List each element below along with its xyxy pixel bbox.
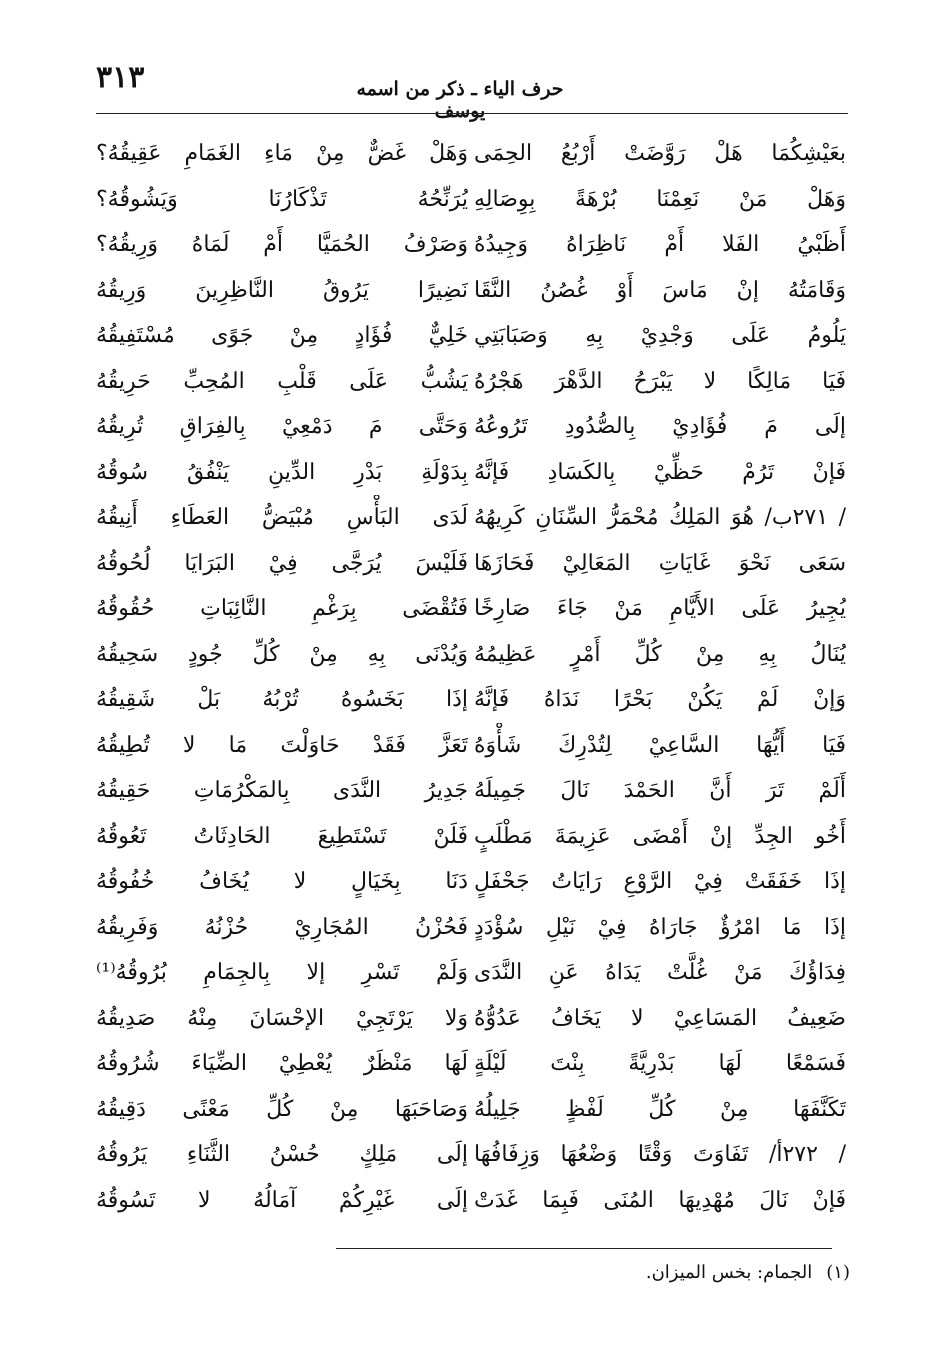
footnote-number: (١) bbox=[826, 1262, 850, 1283]
verse-line: ضَعِيفُ المَسَاعِيْ لا يَخَافُ عَدُوُّهُ bbox=[474, 1005, 846, 1031]
poem-column-right bbox=[474, 131, 846, 1223]
verse-line: فِدَاؤُكَ مَنْ غُلَّتْ يَدَاهُ عَنِ النَّدَى bbox=[474, 960, 846, 985]
verse-line: يُرَنِّحُهُ تَذْكَارُنَا وَيَشُوقُهُ؟ bbox=[96, 186, 468, 212]
footnote-rule bbox=[336, 1248, 832, 1249]
verse-line: وَحَتَّى مَ دَمْعِيْ بِالفِرَاقِ تُرِيقُهُ bbox=[96, 414, 468, 439]
verse-line: إلَى غَيْرِكُمْ آمَالُهُ لا تَسُوقُهُ bbox=[96, 1187, 468, 1213]
verse-line: إذَا مَا امْرُؤٌ جَارَاهُ فِيْ نَيْلِ سُؤْدَدٍ bbox=[474, 914, 846, 940]
verse-line: وَهَلْ مَنْ نَعِمْنَا بُرْهَةً بِوِصَالِهِ bbox=[474, 186, 846, 212]
verse-line: لَهَا مَنْظَرٌ يُعْطِيْ الضِّيَاءَ شُرُوقُهُ bbox=[96, 1051, 468, 1076]
verse-line: إذَا خَفَقَتْ فِيْ الرَّوْعِ رَايَاتُ جَحْفَلٍ bbox=[474, 869, 846, 894]
verse-line: وَلَمْ تَسْرِ إلا بِالجِمَامِ بُرُوقُهُ⁽¹⁾ bbox=[96, 960, 468, 985]
verse-line: سَعَى نَحْوَ غَايَاتِ المَعَالِيْ فَحَازَهَا bbox=[474, 550, 846, 576]
verse-line: تَعَزَّ فَقَدْ حَاوَلْتَ مَا لا تُطِيقُهُ bbox=[96, 732, 468, 758]
verse-line: فَيَا مَالِكًا لا يَبْرَحُ الدَّهْرَ هَجْرُهُ bbox=[474, 368, 846, 394]
verse-line: يُجِيرُ عَلَى الأَيَّامِ مَنْ جَاءَ صَارِخًا bbox=[474, 596, 846, 621]
verse-line: يَشُبُّ عَلَى قَلْبِ المُحِبِّ حَرِيقُهُ bbox=[96, 368, 468, 394]
verse-line: فَتُقْضَى بِرَغْمِ النَّائِبَاتِ حُقُوقُهُ bbox=[96, 596, 468, 621]
verse-line: فَلَيْسَ يُرَجَّى فِيْ البَرَايَا لُحُوقُهُ bbox=[96, 550, 468, 576]
verse-line: / ٢٧١ب/ هُوَ المَلِكُ مُحْمَرُّ السِّنَانِ كَرِيهُهُ bbox=[474, 505, 846, 530]
verse-line: وَقَامَتُهُ إنْ مَاسَ أَوْ غُصُنُ النَّقَا bbox=[474, 277, 846, 303]
verse-line: وَصَرْفُ الحُمَيَّا أَمْ لَمَاهُ وَرِيقُهُ؟ bbox=[96, 232, 468, 257]
verse-line: نَضِيرًا يَرُوقُ النَّاظِرِينَ وَرِيقُهُ bbox=[96, 277, 468, 303]
verse-line: وَصَاحَبَهَا مِنْ كُلِّ مَعْنًى دَقِيقُهُ bbox=[96, 1096, 468, 1122]
verse-line: إذَا بَخَسُوهُ تُرْبُهُ بَلْ شَقِيقُهُ bbox=[96, 687, 468, 712]
verse-line: بعَيْشِكُمَا هَلْ رَوَّضَتْ أَرْبُعُ الحِمَى bbox=[474, 141, 846, 166]
verse-line: خَلِيٌّ فُؤَادٍ مِنْ جَوًى مُسْتَفِيقُهُ bbox=[96, 323, 468, 348]
running-header: حرف الياء ـ ذكر من اسمه يوسف bbox=[356, 78, 564, 122]
verse-line: وَهَلْ غَضٌّ مِنْ مَاءِ الغَمَامِ عَقِيقُهُ؟ bbox=[96, 141, 468, 166]
verse-line: يَلُومُ عَلَى وَجْدِيْ بِهِ وَصَبَابَتِي bbox=[474, 323, 846, 348]
header-rule bbox=[96, 113, 848, 114]
footnote-text: الجمام: بخس الميزان. bbox=[645, 1262, 813, 1283]
verse-line: فَسَمْعًا لَهَا بَدْرِيَّةً بِنْتَ لَيْلَةٍ bbox=[474, 1051, 846, 1076]
verse-line: جَدِيرُ النَّدَى بِالمَكْرُمَاتِ حَقِيقُهُ bbox=[96, 778, 468, 803]
verse-line: إلَى مَ فُؤَادِيْ بِالصُّدُودِ تَرُوعُهُ bbox=[474, 414, 846, 439]
verse-line: وَلا يَرْتَجِيْ الإحْسَانَ مِنْهُ صَدِيقُهُ bbox=[96, 1005, 468, 1031]
verse-line: وَإنْ لَمْ يَكُنْ بَحْرًا نَدَاهُ فَإنَّهُ bbox=[474, 687, 846, 712]
verse-line: فَإنْ نَالَ مُهْدِيهَا المُنَى فَبِمَا غَدَتْ bbox=[474, 1187, 846, 1213]
verse-line: إلَى مَلِكٍ حُسْنُ الثَّنَاءِ يَرُوقُهُ bbox=[96, 1142, 468, 1167]
verse-line: أَخُو الجِدِّ إنْ أَمْضَى عَزِيمَةَ مَطْلَبٍ bbox=[474, 823, 846, 849]
verse-line: فَحُزْنُ المُجَارِيْ حُزْنُهُ وَفَرِيقُهُ bbox=[96, 914, 468, 940]
verse-line: أَلَمْ تَرَ أَنَّ الحَمْدَ نَالَ جَمِيلَهُ bbox=[474, 778, 846, 803]
verse-line: يُنَالُ بِهِ مِنْ كُلِّ أَمْرٍ عَظِيمُهُ bbox=[474, 641, 846, 667]
verse-line: دَنَا بِخَيَالٍ لا يُخَافُ خُفُوقُهُ bbox=[96, 869, 468, 894]
verse-line: تَكَنَّفَهَا مِنْ كُلِّ لَفْظٍ جَلِيلُهُ bbox=[474, 1096, 846, 1122]
verse-line: فَلَنْ تَسْتَطِيعَ الحَادِثَاتُ تَعُوقُهُ bbox=[96, 823, 468, 849]
verse-line: فَإنْ تَرُمْ حَظِّيْ بِالكَسَادِ فَإنَّهُ bbox=[474, 459, 846, 485]
verse-line: فَيَا أَيُّهَا السَّاعِيْ لِتُدْرِكَ شَأْوَهُ bbox=[474, 732, 846, 758]
verse-line: أَظَبْيُ الفَلا أَمْ نَاظِرَاهُ وَجِيدُهُ bbox=[474, 232, 846, 257]
footnote bbox=[330, 1262, 850, 1283]
verse-line: وَيُدْنَى بِهِ مِنْ كُلِّ جُودٍ سَحِيقُهُ bbox=[96, 641, 468, 667]
verse-line: بِدَوْلَةِ بَدْرِ الدِّينِ يَنْفُقُ سُوقُهُ bbox=[96, 459, 468, 485]
poem-column-left bbox=[96, 131, 468, 1223]
verse-line: / ٢٧٢أ/ تَفَاوَتَ وَقْتًا وَضْعُهَا وَزِفَافُهَا bbox=[474, 1142, 846, 1167]
page-number: ٣١٣ bbox=[96, 60, 145, 95]
verse-line: لَدَى البَأْسِ مُبْيَضُّ العَطَاءِ أَنِيقُهُ bbox=[96, 505, 468, 530]
